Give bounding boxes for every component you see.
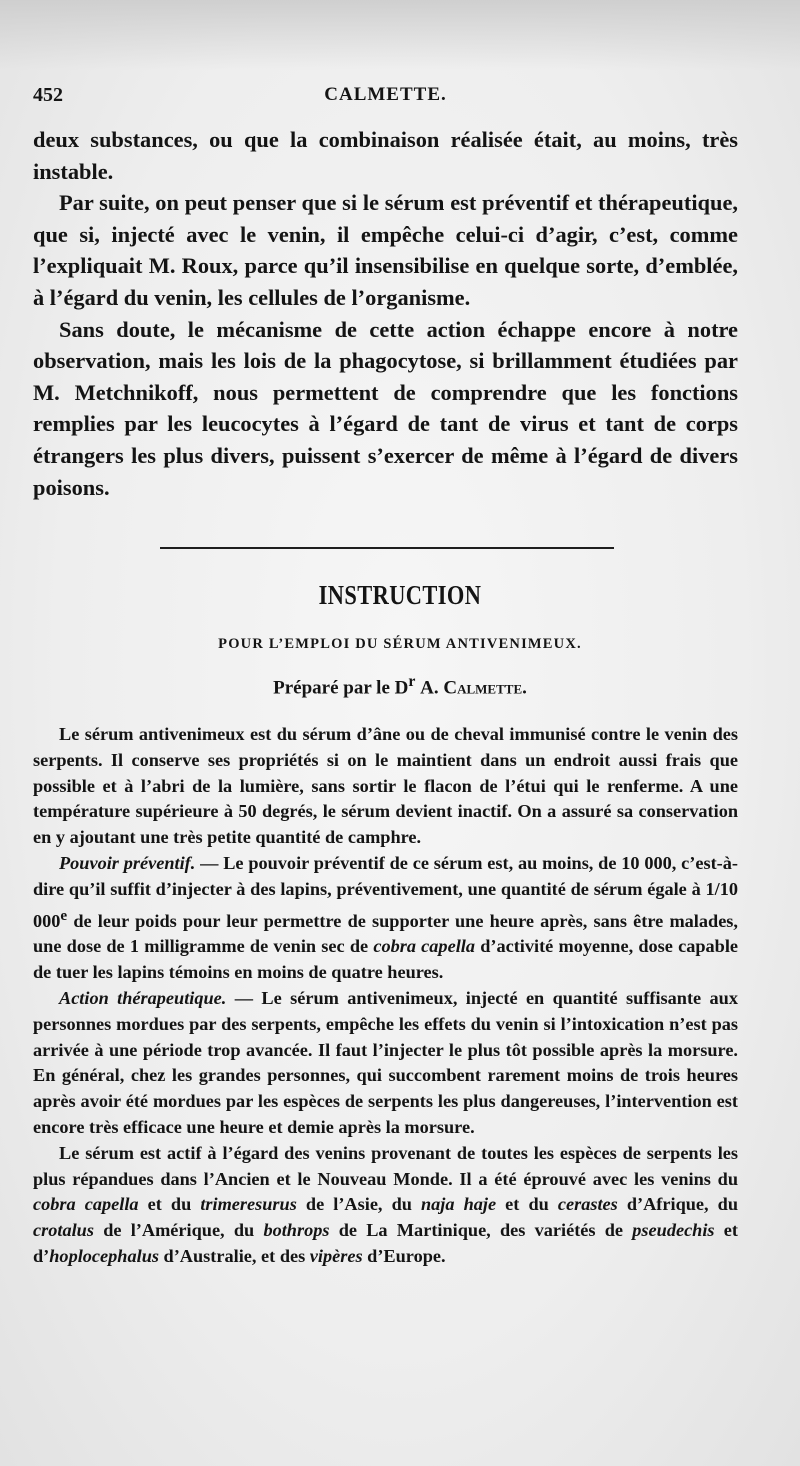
- doctor-superscript: r: [408, 673, 416, 690]
- text-run: d’Australie, et des: [158, 1246, 310, 1267]
- text-run: et du: [138, 1194, 201, 1215]
- text-run: d’Europe.: [362, 1246, 446, 1267]
- superscript: e: [60, 906, 68, 924]
- instruction-paragraph-2: [33, 851, 738, 986]
- instruction-paragraph-1: Le sérum antivenimeux est du sérum d’âne ou de cheval immunisé contre le venin des serpents. Il conserve ses propriétés si on le maintient dans un endroit aussi frais que possible et à l’abri de la lumière, sans sortir le flacon de l’étui qui le renferme. A une température supérieure à 50 degrés, le sérum devient inactif. On a assuré sa conservation en y ajoutant une très petite quantité de camphre.: [33, 724, 738, 848]
- text-run: de La Martinique, des variétés de: [329, 1220, 633, 1241]
- paragraph-1: deux substances, ou que la combinaison réalisée était, au moins, très instable.: [33, 127, 738, 184]
- instruction-paragraph-3: [33, 986, 738, 1141]
- text-run: d’Afrique, du: [617, 1194, 739, 1215]
- prepared-by-prefix: Préparé par le D: [273, 677, 409, 699]
- text-run: et d’: [33, 1220, 738, 1267]
- species-name: pseudechis: [632, 1220, 715, 1241]
- instruction-title: INSTRUCTION: [318, 580, 482, 610]
- section-divider: [160, 547, 614, 549]
- text-run: d’activité moyenne, dose capable de tuer les lapins témoins en moins de quatre heures.: [33, 936, 739, 983]
- page-number: 452: [33, 84, 63, 106]
- species-name: cerastes: [557, 1194, 618, 1215]
- text-run: — Le pouvoir préventif de ce sérum est, au moins, de 10 000, c’est-à-dire qu’il suffit d’injecter à des lapins, préventivement, une quantité de sérum égale à 1/10 000: [33, 852, 738, 931]
- text-run: — Le sérum antivenimeux, injecté en quantité suffisante aux personnes mordues par des serpents, empêche les effets du venin si l’intoxication n’est pas arrivée à une période trop avancée. Il faut l’injecter le plus tôt possible après la morsure. En général, chez les grandes personnes, qui succombent rarement moins de trois heures après avoir été mordues par les espèces de serpents les plus dangereuses, l’intervention est encore très efficace une heure et demie après la morsure.: [33, 988, 738, 1138]
- species-name: naja haje: [421, 1194, 497, 1215]
- species-name: bothrops: [263, 1220, 330, 1241]
- page-header: [33, 84, 738, 112]
- prepared-by-line: [0, 673, 800, 699]
- text-run: et du: [496, 1194, 558, 1215]
- text-run: de leur poids pour leur permettre de supporter une heure après, sans être malades, une dose de 1 milligramme de venin sec de: [33, 910, 738, 957]
- text-run: de l’Asie, du: [296, 1194, 421, 1215]
- species-name: crotalus: [33, 1220, 94, 1241]
- text-run: Le sérum est actif à l’égard des venins provenant de toutes les espèces de serpents les plus répandues dans l’Ancien et le Nouveau Monde. Il a été éprouvé avec les venins du: [33, 1142, 738, 1189]
- paragraph-3: Sans doute, le mécanisme de cette action échappe encore à notre observation, mais les lois de la phagocytose, si brillamment étudiées par M. Metchnikoff, nous permettent de comprendre que les fonctions remplies par les leucocytes à l’égard de tant de virus et tant de corps étrangers les plus divers, puissent s’exercer de même à l’égard de divers poisons.: [33, 316, 738, 500]
- main-text: [33, 124, 738, 503]
- paragraph-2: Par suite, on peut penser que si le sérum est préventif et thérapeutique, que si, injecté avec le venin, il empêche celui-ci d’agir, c’est, comme l’expliquait M. Roux, parce qu’il insensibilise en quelque sorte, d’emblée, à l’égard du venin, les cellules de l’organisme.: [33, 190, 738, 310]
- heading-pouvoir-preventif: Pouvoir préventif.: [59, 852, 196, 873]
- species-name: cobra capella: [33, 1194, 139, 1215]
- instruction-subtitle: POUR L’EMPLOI DU SÉRUM ANTIVENIMEUX.: [218, 636, 582, 652]
- instruction-paragraph-4: [33, 1141, 738, 1270]
- instruction-text: [33, 722, 738, 1270]
- species-name: hoplocephalus: [49, 1246, 159, 1267]
- heading-action-therapeutique: Action thérapeutique.: [59, 988, 227, 1009]
- author-name: A. Calmette.: [420, 677, 527, 699]
- species-name: vipères: [309, 1246, 363, 1267]
- running-title: CALMETTE.: [324, 84, 447, 105]
- text-run: de l’Amérique, du: [93, 1220, 264, 1241]
- species-name: trimeresurus: [200, 1194, 297, 1215]
- species-name: cobra capella: [373, 936, 475, 957]
